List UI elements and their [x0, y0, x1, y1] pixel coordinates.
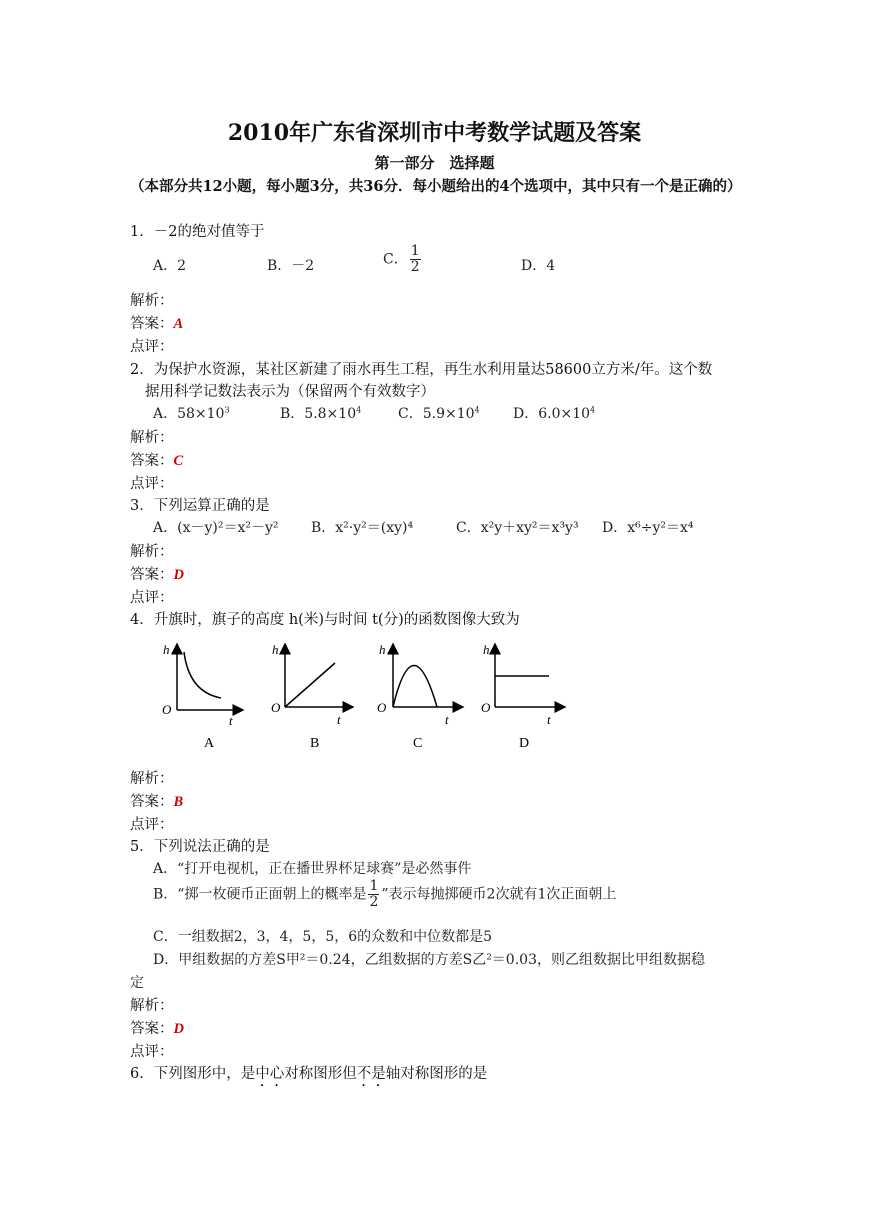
q6-stem-part: 对称图形但	[284, 1066, 357, 1082]
q4-comment-label: 点评：	[130, 817, 174, 833]
graph-label: D	[519, 736, 530, 751]
q6-stem-part: 轴对称图形的是	[385, 1066, 488, 1082]
q5-option-a: A．“打开电视机，正在播世界杯足球赛”是必然事件	[153, 861, 472, 877]
q5-option-d-line2: 定	[130, 975, 144, 991]
answer-value: B	[173, 794, 184, 810]
origin: O	[377, 700, 387, 715]
axis-h: h	[272, 642, 279, 657]
axis-h: h	[163, 642, 170, 657]
q5-option-c: C．一组数据2，3，4，5，5，6的众数和中位数都是5	[153, 929, 493, 945]
q2-option-b-base: B．5.8×10	[280, 406, 357, 422]
axis-t: t	[337, 712, 341, 727]
q5-option-d-line1: D．甲组数据的方差S甲²＝0.24，乙组数据的方差S乙²＝0.03，则乙组数据比甲组数据稳	[153, 952, 705, 968]
answer-label: 答案：	[130, 316, 174, 332]
exponent: 4	[474, 405, 480, 415]
exponent: 4	[356, 405, 362, 415]
origin: O	[271, 700, 281, 715]
q2-option-d	[513, 403, 595, 423]
q2-option-a	[153, 403, 230, 423]
answer-label: 答案：	[130, 453, 174, 469]
q3-answer	[130, 563, 184, 584]
exponent: 3	[224, 405, 230, 415]
q5-analysis-label: 解析：	[130, 998, 174, 1014]
answer-value: C	[173, 453, 184, 469]
q4-graphs	[155, 636, 575, 756]
q2-option-a-base: A．58×10	[153, 406, 225, 422]
q3-comment-label: 点评：	[130, 590, 174, 606]
answer-value: D	[173, 1021, 184, 1037]
q3-analysis-label: 解析：	[130, 544, 174, 560]
graph-d	[481, 642, 565, 751]
numerator: 1	[410, 243, 420, 259]
q1-analysis-label: 解析：	[130, 293, 174, 309]
q2-option-b	[280, 403, 361, 423]
q1-comment-label: 点评：	[130, 339, 174, 355]
question-1-stem: 1．－2的绝对值等于	[130, 224, 265, 240]
question-5-stem: 5．下列说法正确的是	[130, 839, 270, 855]
q6-emphasis-not: 不是	[356, 1066, 386, 1082]
answer-label: 答案：	[130, 1021, 174, 1037]
q3-option-d: D．x⁶÷y²＝x⁴	[602, 520, 694, 536]
axis-h: h	[483, 642, 490, 657]
graph-a	[162, 642, 243, 751]
origin: O	[481, 700, 491, 715]
graph-c	[377, 642, 463, 751]
q5-option-b-text: B．“掷一枚硬币正面朝上的概率是	[153, 886, 367, 903]
graph-c-curve	[393, 666, 437, 708]
q3-option-a: A．(x－y)²＝x²－y²	[153, 520, 279, 536]
q2-answer	[130, 449, 183, 470]
q1-option-d: D．4	[521, 258, 556, 274]
exponent: 4	[590, 405, 596, 415]
q3-option-c: C．x²y＋xy²＝x³y³	[456, 520, 579, 536]
q2-option-d-base: D．6.0×10	[513, 406, 591, 422]
answer-value: D	[173, 567, 184, 583]
q1-option-b: B．－2	[267, 258, 315, 274]
q1-answer	[130, 312, 183, 333]
question-6-stem	[130, 1062, 487, 1090]
fraction	[410, 244, 421, 275]
question-2-stem-line1: 2．为保护水资源，某社区新建了雨水再生工程，再生水利用量达58600立方米/年。这个数	[130, 362, 713, 378]
numerator: 1	[369, 878, 379, 894]
q2-analysis-label: 解析：	[130, 430, 174, 446]
section-heading: 第一部分 选择题	[374, 154, 495, 172]
q2-option-c-base: C．5.9×10	[398, 406, 475, 422]
q5-option-b	[153, 879, 616, 910]
q5-option-b-text-end: ”表示每抛掷硬币2次就有1次正面朝上	[381, 886, 617, 903]
answer-label: 答案：	[130, 567, 174, 583]
q1-option-a: A．2	[153, 258, 187, 274]
denominator: 2	[369, 894, 379, 910]
q5-answer	[130, 1017, 184, 1038]
question-4-stem: 4．升旗时，旗子的高度 h(米)与时间 t(分)的函数图像大致为	[130, 612, 520, 628]
graph-b-line	[285, 663, 335, 707]
q4-answer	[130, 790, 183, 811]
q2-option-c	[398, 403, 480, 423]
denominator: 2	[410, 259, 420, 275]
origin: O	[162, 702, 172, 717]
axis-t: t	[547, 712, 551, 727]
axis-t: t	[229, 713, 233, 728]
q1-option-c	[383, 244, 423, 275]
q6-stem-part: 6．下列图形中，是	[130, 1066, 256, 1082]
section-note: （本部分共12小题，每小题3分，共36分．每小题给出的4个选项中，其中只有一个是正确的）	[130, 178, 742, 195]
answer-label: 答案：	[130, 794, 174, 810]
graph-label: A	[204, 736, 215, 751]
q3-option-b: B．x²·y²＝(xy)⁴	[311, 520, 414, 536]
fraction	[368, 879, 379, 910]
q5-comment-label: 点评：	[130, 1044, 174, 1060]
q2-comment-label: 点评：	[130, 476, 174, 492]
graph-b	[271, 642, 353, 751]
q4-analysis-label: 解析：	[130, 771, 174, 787]
graph-a-curve	[184, 652, 221, 698]
q6-emphasis-central: 中心	[255, 1066, 285, 1082]
answer-value: A	[173, 316, 184, 332]
graph-label: C	[413, 736, 423, 751]
question-2-stem-line2: 据用科学记数法表示为（保留两个有效数字）	[145, 384, 435, 400]
question-3-stem: 3．下列运算正确的是	[130, 498, 270, 514]
axis-h: h	[379, 642, 386, 657]
q1-option-c-label: C．	[383, 251, 408, 268]
axis-t: t	[445, 712, 449, 727]
page-title: 2010年广东省深圳市中考数学试题及答案	[227, 120, 642, 146]
graph-label: B	[310, 736, 320, 751]
